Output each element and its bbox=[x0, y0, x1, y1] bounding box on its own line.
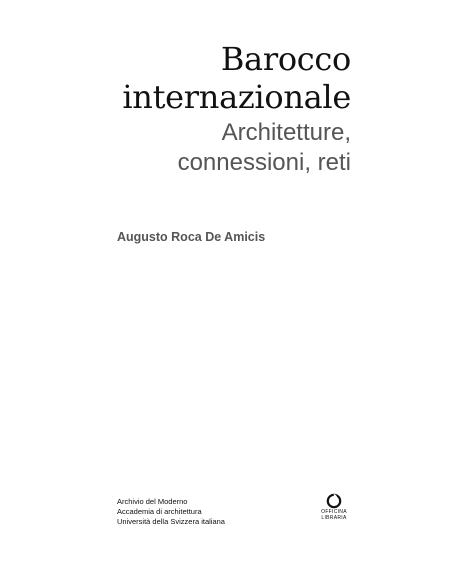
publisher-name-line-2: LIBRARIA bbox=[321, 515, 347, 521]
publisher-logo-icon bbox=[326, 493, 342, 509]
institution-line-3: Università della Svizzera italiana bbox=[117, 517, 225, 526]
author-name: Augusto Roca De Amicis bbox=[117, 230, 266, 244]
book-subtitle-line-1: Architetture, bbox=[221, 119, 351, 146]
book-subtitle bbox=[178, 118, 351, 178]
publisher-logo bbox=[320, 493, 348, 521]
publisher-name-line-1: OFFICINA bbox=[321, 509, 347, 515]
book-title-line-1: Barocco bbox=[220, 40, 351, 78]
book-title bbox=[122, 40, 351, 116]
book-subtitle-line-2: connessioni, reti bbox=[177, 149, 351, 176]
institution-line-2: Accademia di architettura bbox=[117, 507, 202, 516]
institution-line-1: Archivio del Moderno bbox=[117, 497, 188, 506]
institutions-block bbox=[117, 497, 225, 527]
book-title-line-2: internazionale bbox=[122, 78, 351, 116]
